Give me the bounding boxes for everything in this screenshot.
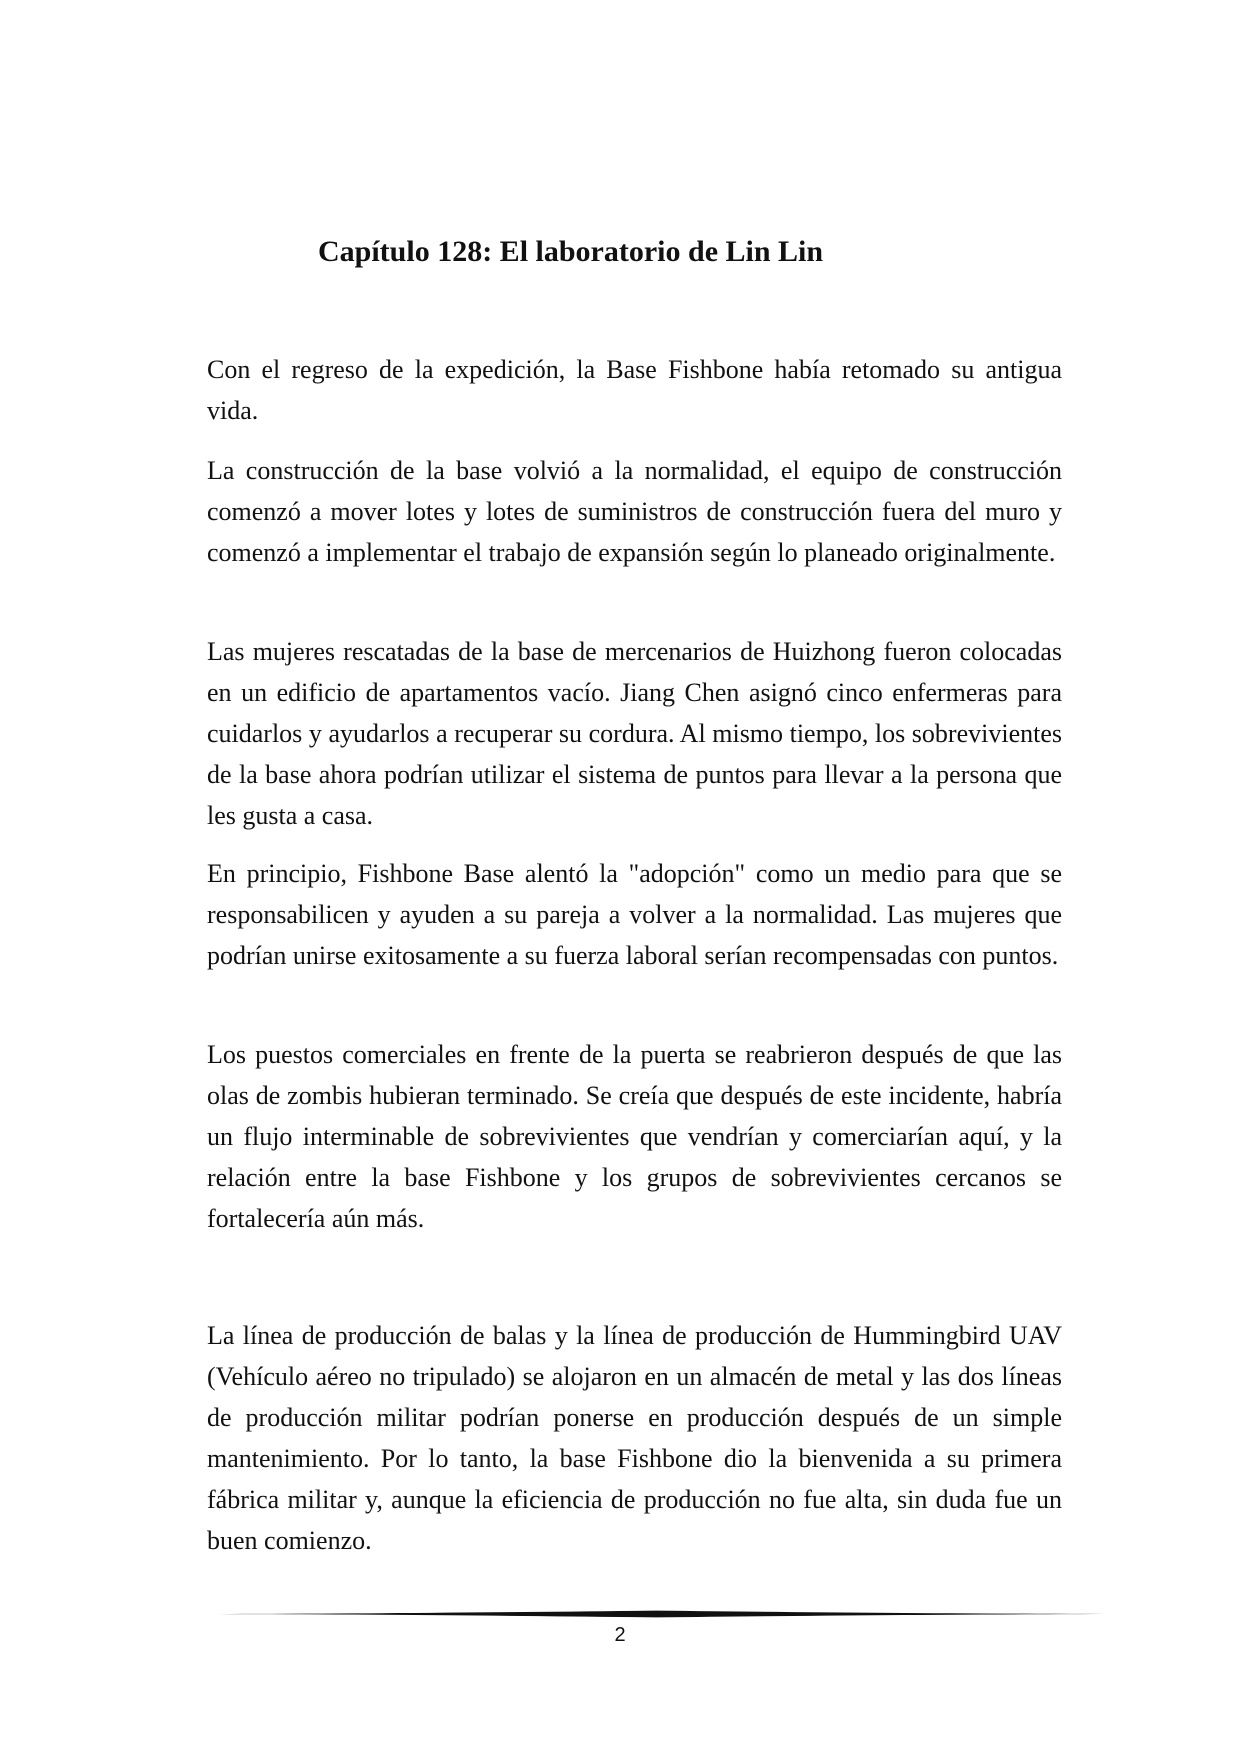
footer-divider: [207, 1608, 1105, 1620]
paragraph: La construcción de la base volvió a la normalidad, el equipo de construcción comenzó a mover lotes y lotes de suministros de construcción fuera del muro y comenzó a implementar el trabajo de expansión según lo planeado originalmente.: [207, 456, 1062, 567]
chapter-title: Capítulo 128: El laboratorio de Lin Lin: [318, 235, 824, 268]
paragraph: La línea de producción de balas y la línea de producción de Hummingbird UAV (Vehículo aéreo no tripulado) se alojaron en un almacén de metal y las dos líneas de producción militar podrían ponerse en producción después de un simple mantenimiento. Por lo tanto, la base Fishbone dio la bienvenida a su primera fábrica militar y, aunque la eficiencia de producción no fue alta, sin duda fue un buen comienzo.: [207, 1321, 1062, 1555]
page-number: 2: [614, 1624, 626, 1646]
paragraph: Las mujeres rescatadas de la base de mercenarios de Huizhong fueron colocadas en un edificio de apartamentos vacío. Jiang Chen asignó cinco enfermeras para cuidarlos y ayudarlos a recuperar su cordura. Al mismo tiempo, los sobrevivientes de la base ahora podrían utilizar el sistema de puntos para llevar a la persona que les gusta a casa.: [207, 637, 1062, 830]
paragraph: En principio, Fishbone Base alentó la "adopción" como un medio para que se responsabilicen y ayuden a su pareja a volver a la normalidad. Las mujeres que podrían unirse exitosamente a su fuerza laboral serían recompensadas con puntos.: [207, 859, 1062, 970]
paragraph: Con el regreso de la expedición, la Base Fishbone había retomado su antigua vida.: [207, 355, 1062, 425]
paragraph: Los puestos comerciales en frente de la puerta se reabrieron después de que las olas de zombis hubieran terminado. Se creía que después de este incidente, habría un flujo interminable de sobrevivientes que vendrían y comerciarían aquí, y la relación entre la base Fishbone y los grupos de sobrevivientes cercanos se fortalecería aún más.: [207, 1040, 1062, 1233]
